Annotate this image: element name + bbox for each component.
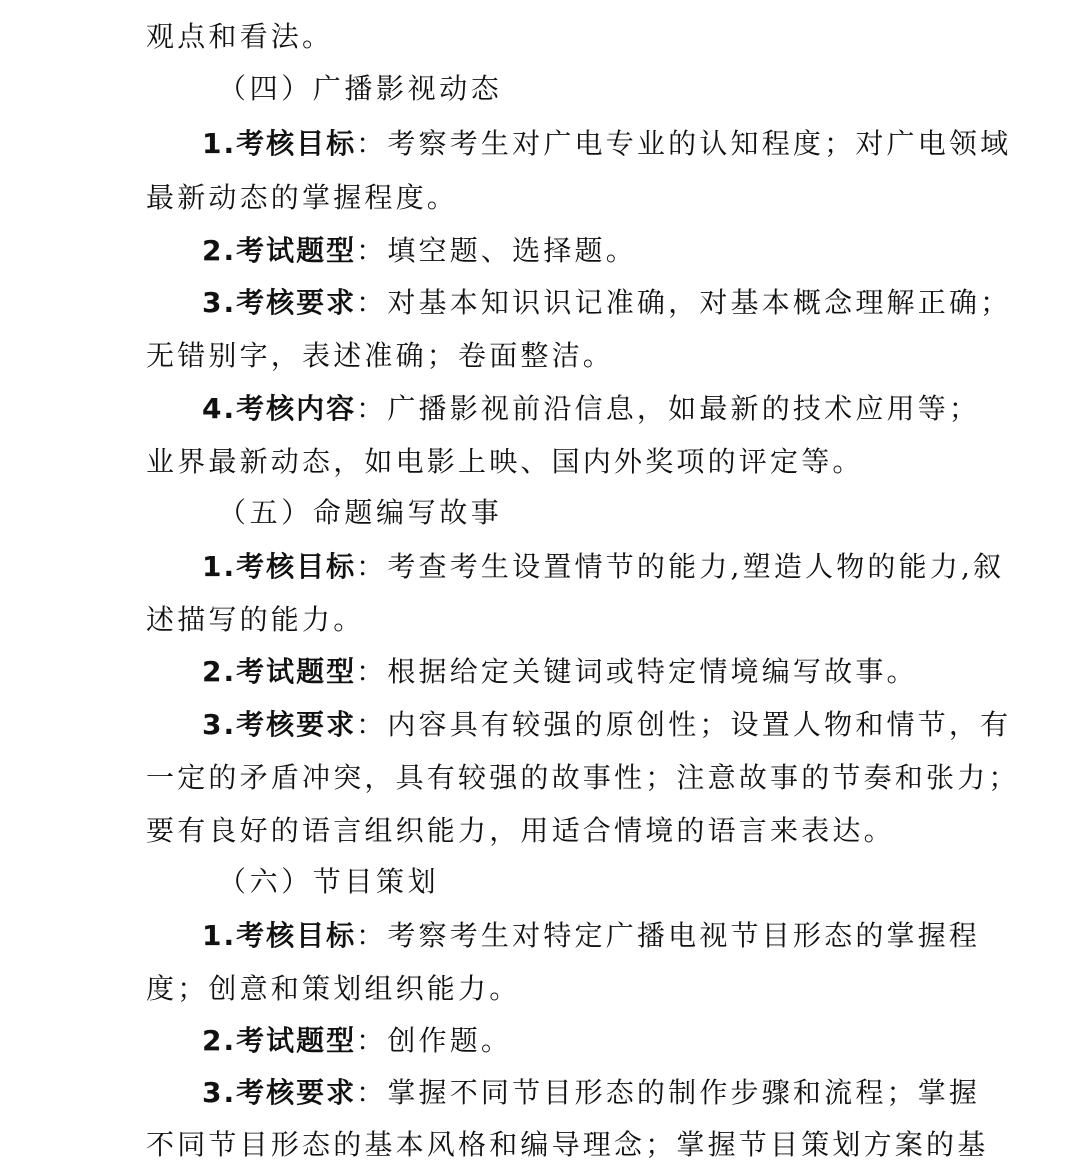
line-text: 观点和看法。 xyxy=(146,20,334,53)
paragraph-line xyxy=(0,909,1080,962)
paragraph-line xyxy=(0,751,1080,804)
line-text: ：对基本知识识记准确，对基本概念理解正确； xyxy=(356,286,1012,319)
line-text: 不同节目形态的基本风格和编导理念；掌握节目策划方案的基 xyxy=(146,1128,989,1161)
item-label: 2.考试题型 xyxy=(202,655,357,688)
paragraph-line xyxy=(0,1014,1080,1067)
line-text: 最新动态的掌握程度。 xyxy=(146,181,459,214)
line-text: ：考察考生对广电专业的认知程度；对广电领域 xyxy=(356,127,1012,160)
paragraph-line xyxy=(0,382,1080,435)
paragraph-line xyxy=(0,435,1080,488)
paragraph-line xyxy=(0,10,1080,63)
line-text: 述描写的能力。 xyxy=(146,603,365,636)
paragraph-line xyxy=(0,804,1080,857)
paragraph-line xyxy=(0,117,1080,170)
line-text: ：填空题、选择题。 xyxy=(356,234,637,267)
item-label: 3.考核要求 xyxy=(202,286,357,319)
paragraph-line xyxy=(0,645,1080,698)
line-text: 一定的矛盾冲突，具有较强的故事性；注意故事的节奏和张力； xyxy=(146,761,1020,794)
paragraph-line xyxy=(0,329,1080,382)
item-label: 2.考试题型 xyxy=(202,1024,357,1057)
line-text: 度；创意和策划组织能力。 xyxy=(146,972,521,1005)
paragraph-line xyxy=(0,276,1080,329)
item-label: 1.考核目标 xyxy=(202,550,357,583)
line-text: ：根据给定关键词或特定情境编写故事。 xyxy=(356,655,918,688)
item-label: 1.考核目标 xyxy=(202,919,357,952)
heading-text: （四）广播影视动态 xyxy=(218,72,503,105)
item-label: 2.考试题型 xyxy=(202,234,357,267)
line-text: 业界最新动态，如电影上映、国内外奖项的评定等。 xyxy=(146,445,864,478)
paragraph-line xyxy=(0,171,1080,224)
heading-text: （六）节目策划 xyxy=(218,865,440,898)
paragraph-line xyxy=(0,224,1080,277)
item-label: 3.考核要求 xyxy=(202,708,357,741)
paragraph-line xyxy=(0,1066,1080,1119)
line-text: ：广播影视前沿信息，如最新的技术应用等； xyxy=(356,392,981,425)
section-heading-six xyxy=(0,855,1080,908)
line-text: ：考查考生设置情节的能力,塑造人物的能力,叙 xyxy=(356,550,1005,583)
paragraph-line xyxy=(0,1118,1080,1171)
line-text: ：内容具有较强的原创性；设置人物和情节，有 xyxy=(356,708,1012,741)
heading-text: （五）命题编写故事 xyxy=(218,496,503,529)
item-label: 1.考核目标 xyxy=(202,127,357,160)
line-text: ：考察考生对特定广播电视节目形态的掌握程 xyxy=(356,919,981,952)
line-text: ：掌握不同节目形态的制作步骤和流程；掌握 xyxy=(356,1076,981,1109)
line-text: 无错别字，表述准确；卷面整洁。 xyxy=(146,339,615,372)
item-label: 3.考核要求 xyxy=(202,1076,357,1109)
item-label: 4.考核内容 xyxy=(202,392,357,425)
paragraph-line xyxy=(0,698,1080,751)
line-text: 要有良好的语言组织能力，用适合情境的语言来表达。 xyxy=(146,814,895,847)
section-heading-four xyxy=(0,62,1080,115)
paragraph-line xyxy=(0,540,1080,593)
paragraph-line xyxy=(0,593,1080,646)
paragraph-line xyxy=(0,962,1080,1015)
line-text: ：创作题。 xyxy=(356,1024,513,1057)
section-heading-five xyxy=(0,486,1080,539)
